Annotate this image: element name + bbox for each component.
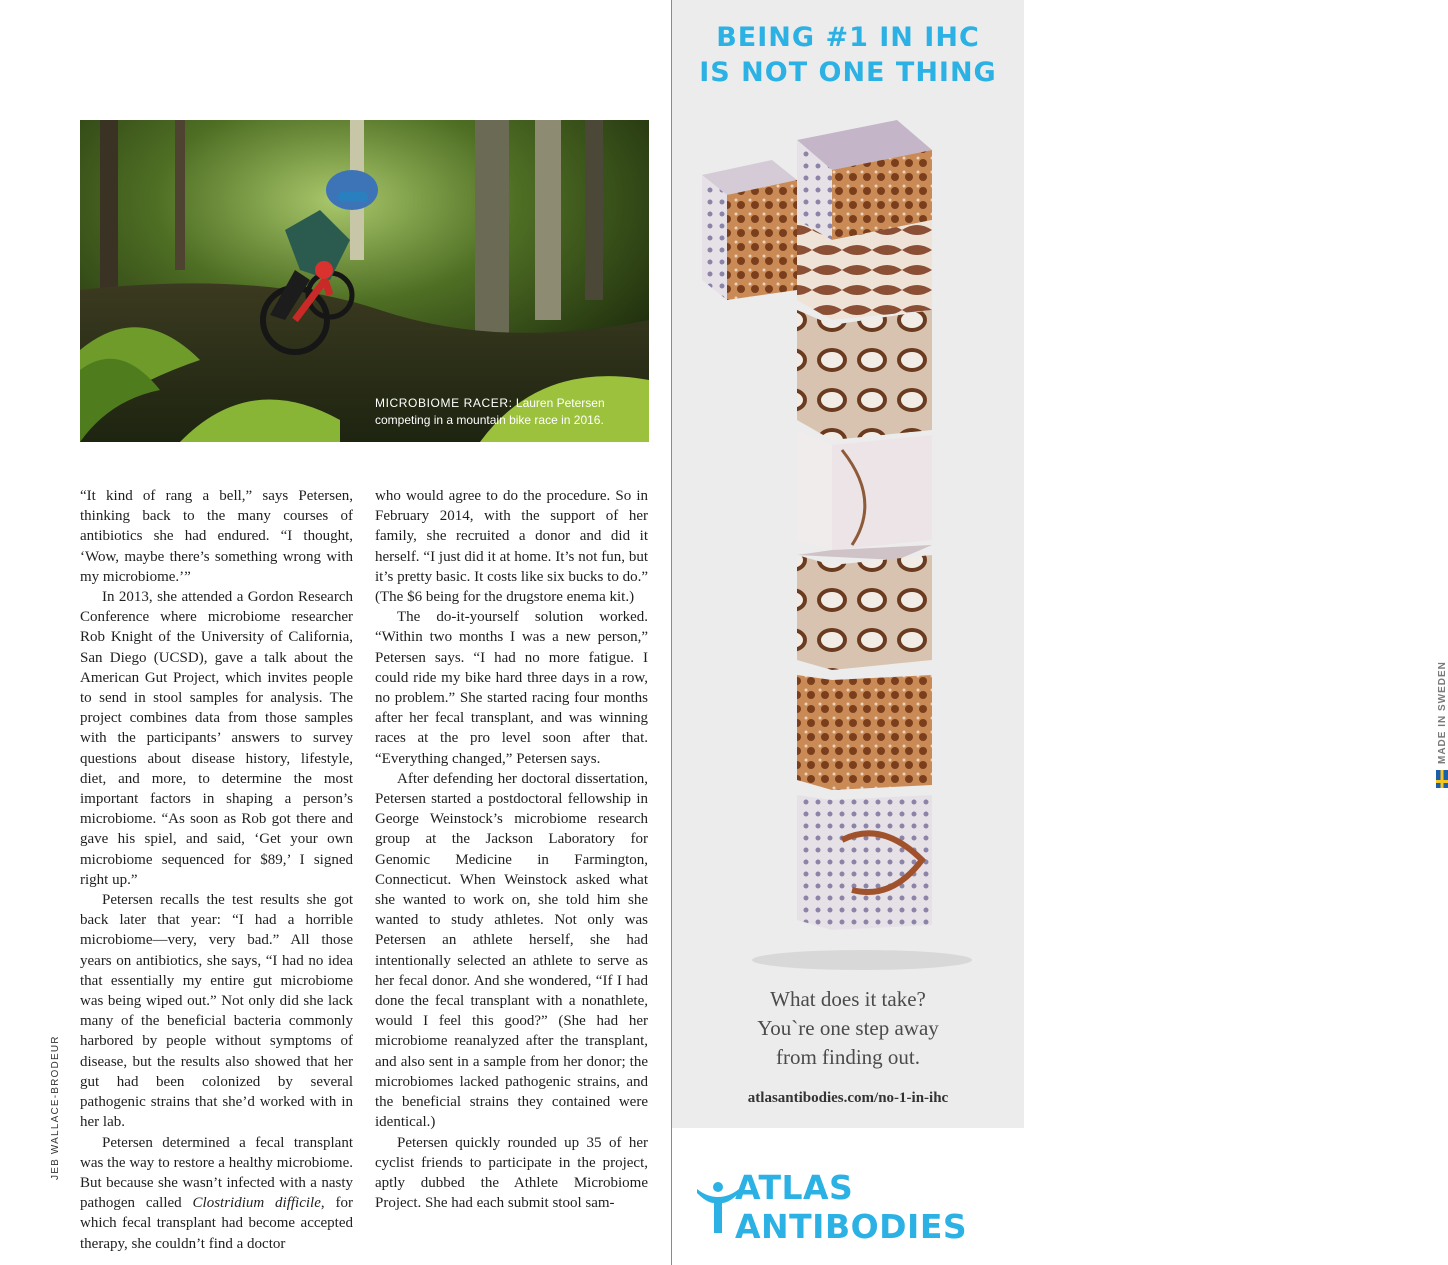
caption-lead: MICROBIOME RACER: — [375, 396, 513, 410]
caption-text: Lauren Petersen competing in a mountain bike race in 2016. — [375, 396, 605, 427]
paragraph-tail: , for which fecal transplant had become accepted therapy, she couldn’t find a doctor — [80, 1195, 353, 1252]
ad-copy-line1: What does it take? — [770, 987, 926, 1011]
photo-credit: JEB WALLACE-BRODEUR — [50, 1035, 61, 1180]
photo-caption — [375, 395, 645, 429]
ad-headline-line1: BEING #1 IN IHC — [716, 22, 980, 53]
made-in-text: MADE IN SWEDEN — [1436, 661, 1448, 764]
ad-copy-line3: from finding out. — [775, 1045, 921, 1069]
paragraph: After defending her doctoral dissertation, Petersen started a postdoctoral fellowship in George Weinstock’s microbiome research group at the Jackson Laboratory for Genomic Medicine in Farmington, Connecticut. When Weinstock asked what she wanted to work on, she told him she wanted to study athletes. Not only was Petersen an athlete herself, she had intentionally selected an athlete to serve as her fecal donor. And she wondered, “If I had done the fecal transplant with a nonathlete, would I feel this good?” (She had her microbiome reanalyzed after the transplant, and also sent in a sample from her donor; the microbiomes lacked pathogenic strains, and the beneficial strains they contained were identical.) — [375, 770, 648, 1131]
paragraph: In 2013, she attended a Gordon Research Conference where microbiome researcher Rob Knight of the University of California, San Diego (UCSD), gave a talk about the American Gut Project, which invites people to send in stool samples for analysis. The project combines data from those samples with the participants’ answers to survey questions about disease history, lifestyle, diet, and more, to determine the most important factors in shaping a person’s microbiome. “As soon as Rob got there and gave his spiel, and said, ‘Get your own microbiome sequenced for $89,’ I signed right up.” — [80, 589, 353, 888]
paragraph: Petersen quickly rounded up 35 of her cyclist friends to participate in the project, aptly dubbed the Athlete Microbiome Project. She had each submit stool sam- — [375, 1134, 648, 1212]
ad-copy-line2: You`re one step away — [757, 1016, 939, 1040]
ad-headline — [672, 20, 1024, 90]
article-column-right — [375, 486, 648, 1213]
ad-url-link[interactable]: atlasantibodies.com/no-1-in-ihc — [747, 1090, 949, 1106]
ad-copy — [672, 985, 1024, 1072]
mountain-bike-photo — [80, 120, 649, 442]
paragraph: who would agree to do the procedure. So in February 2014, with the support of her family, she recruited a donor and did it herself. “I just did it at home. It’s not fun, but it’s pretty basic. It costs like six bucks to do.” (The $6 being for the drugstore enema kit.) — [375, 488, 648, 606]
article-photo — [80, 120, 649, 442]
tissue-cube-stack-illustration — [692, 100, 1012, 980]
species-name: Clostridium difficile — [192, 1195, 321, 1212]
advertisement — [672, 0, 1448, 1265]
swedish-flag-icon — [1436, 770, 1448, 788]
paragraph: Petersen recalls the test results she got back later that year: “I had a horrible microbiome—very, very bad.” All those years on antibiotics, she says, “I had no idea that essentially my entire gut microbiome was being wiped out.” Not only did she lack many of the beneficial bacteria commonly harbored by people without symptoms of disease, but the results also showed that her gut had been colonized by several pathogenic strains that she’d worked with in her lab. — [80, 892, 353, 1131]
made-in-sweden-label — [1436, 661, 1448, 788]
brand-name: ATLAS ANTIBODIES — [735, 1168, 968, 1246]
paragraph-text: Petersen determined a fecal transplant was the way to restore a healthy microbiome. But because she wasn’t infected with a nasty pathogen called — [80, 1134, 353, 1212]
paragraph — [80, 1133, 353, 1254]
ad-headline-line2: IS NOT ONE THING — [699, 57, 997, 88]
article-column-left — [80, 486, 353, 1254]
paragraph: “It kind of rang a bell,” says Petersen, thinking back to the many courses of antibiotics she had endured. “I thought, ‘Wow, maybe there’s something wrong with my microbiome.’” — [80, 488, 353, 585]
paragraph: The do-it-yourself solution worked. “Within two months I was a new person,” Petersen says. “I had no more fatigue. I could ride my bike hard three days in a row, no problem.” She started racing four months after her fecal transplant, and was winning races at the pro level soon after that. “Everything changed,” Petersen says. — [375, 609, 648, 767]
brand-logo — [695, 1168, 1024, 1246]
